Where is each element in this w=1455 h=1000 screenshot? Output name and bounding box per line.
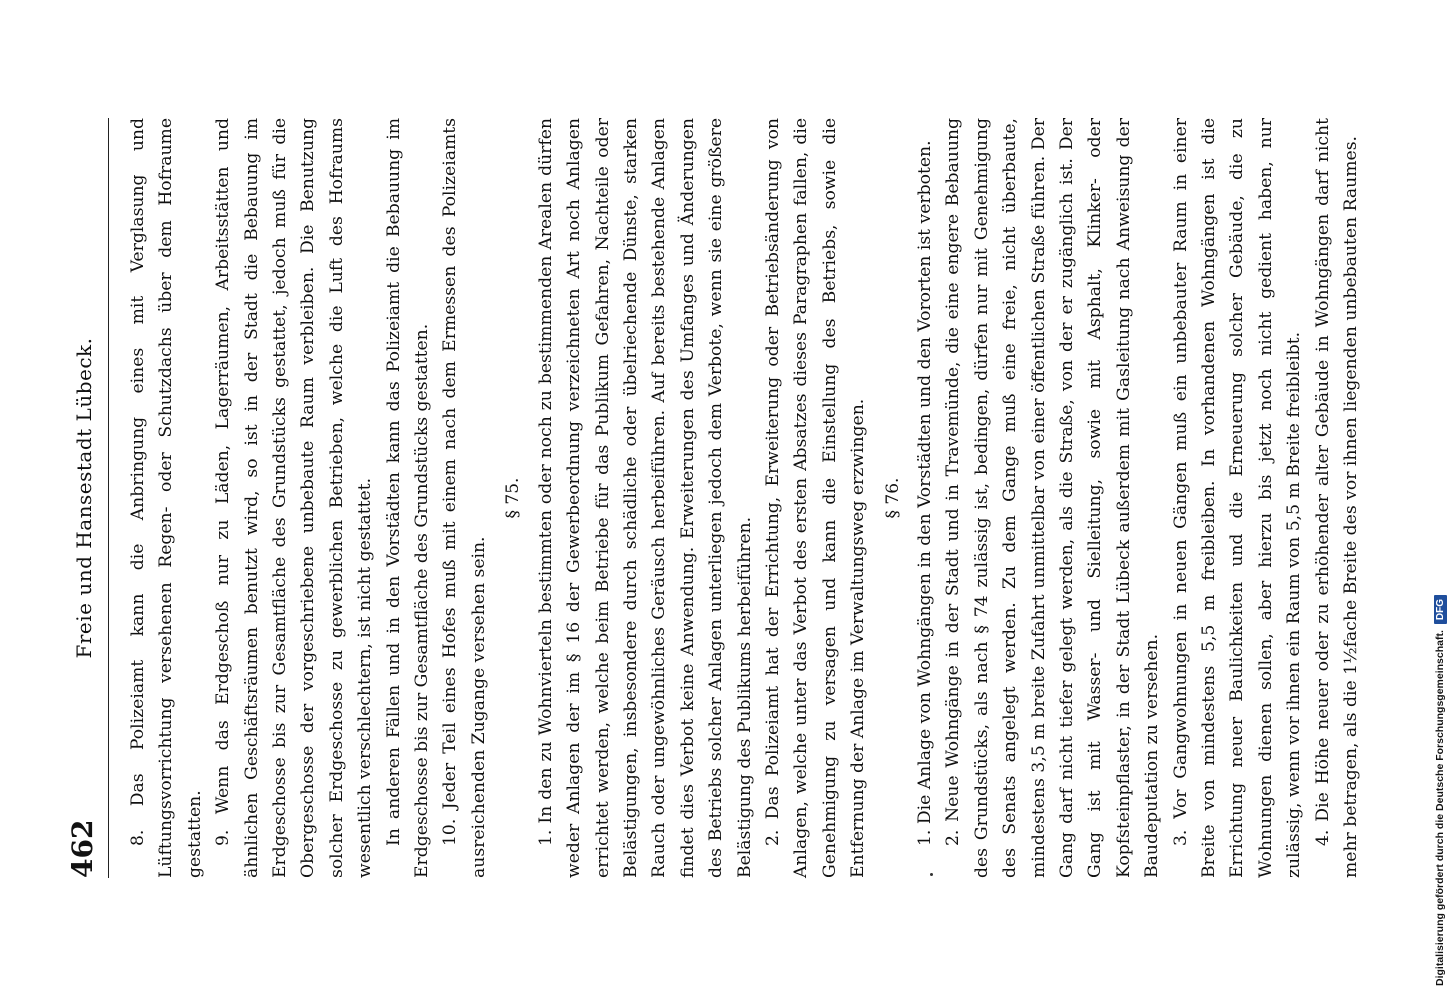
section-76-paragraph-4: 4. Die Höhe neuer oder zu erhöhender alter Gebäude in Wohngängen darf nicht mehr betragen, als die 1½fache Breite des vor ihnen liegenden unbebauten Raumes. <box>1312 118 1362 878</box>
scan-speck <box>930 873 933 876</box>
paragraph-9: 9. Wenn das Erdgeschoß nur zu Läden, Lagerräumen, Arbeitsstätten und ähnlichen Geschäftsräumen benutzt wird, so ist in der Stadt die Bebauung im Erdgeschosse bis zur Gesamtfläche des Grundstücks gestattet, jedoch muß für die Obergeschosse der vorgeschriebene unbebaute Raum verbleiben. Die Benutzung solcher Erdgeschosse zu gewerblichen Betrieben, welche die Luft des Hofraums wesentlich verschlechtern, ist nicht gestattet. <box>213 118 376 878</box>
section-75-paragraph-2: 2. Das Polizeiamt hat der Errichtung, Erweiterung oder Betriebsänderung von Anlagen, welche unter das Verbot des ersten Absatzes dieses Paragraphen fallen, die Genehmigung zu versagen und kann die Einstellung des Betriebs, sowie die Entfernung der Anlage im Verwaltungsweg erzwingen. <box>762 118 869 878</box>
paragraph-8: 8. Das Polizeiamt kann die Anbringung eines mit Verglasung und Lüftungsvorrichtung versehenen Regen- oder Schutzdachs über dem Hofraume gestatten. <box>128 118 205 878</box>
section-76-paragraph-3: 3. Vor Gangwohnungen in neuen Gängen muß ein unbebauter Raum in einer Breite von mindestens 5,5 m freibleiben. In vorhandenen Wohngängen ist die Errichtung neuer Baulichkeiten und die Erneuerung solcher Gebäude, die zu Wohnungen dienen sollen, aber hierzu bis jetzt noch nicht gedient haben, nur zulässig, wenn vor ihnen ein Raum von 5,5 m Breite freibleibt. <box>1170 118 1305 878</box>
paragraph-other-cases: In anderen Fällen und in den Vorstädten kann das Polizeiamt die Bebauung im Erdgeschosse bis zur Gesamtfläche des Grundstücks gestatten. <box>383 118 433 878</box>
section-heading-75: § 75. <box>503 477 524 519</box>
section-75-paragraph-1: 1. In den zu Wohnvierteln bestimmten oder noch zu bestimmenden Arealen dürfen weder Anlagen der im § 16 der Gewerbeordnung verzeichneten Art noch Anlagen errichtet werden, welche beim Betriebe für das Publikum Gefahren, Nachteile oder Belästigungen, insbesondere durch schädliche oder übelriechende Dünste, starken Rauch oder ungewöhnliches Geräusch herbeiführen. Auf bereits bestehende Anlagen findet dies Verbot keine Anwendung. Erweiterungen des Umfanges und Änderungen des Betriebs solcher Anlagen unterliegen jedoch dem Verbote, wenn sie eine größere Belästigung des Publikums herbeiführen. <box>535 118 755 878</box>
credit-text: Digitalisierung gefördert durch die Deutsche Forschungsgemeinschaft. <box>1434 630 1446 986</box>
section-heading-76: § 76. <box>882 477 903 519</box>
running-head <box>60 118 109 878</box>
digitization-credit <box>1424 0 1454 1000</box>
dfg-logo: DFG <box>1434 595 1447 624</box>
paragraph-10: 10. Jeder Teil eines Hofes muß mit einem nach dem Ermessen des Polizeiamts ausreichenden Zugange versehen sein. <box>440 118 489 878</box>
section-76-paragraph-1: 1. Die Anlage von Wohngängen in den Vorstädten und den Vororten ist verboten. <box>914 140 935 846</box>
page-number: 462 <box>66 819 99 878</box>
body-text <box>124 118 1365 878</box>
running-title: Freie und Hansestadt Lübeck. <box>72 337 96 659</box>
printed-page <box>60 118 1362 878</box>
section-76-paragraph-2: 2. Neue Wohngänge in der Stadt und in Travemünde, die eine engere Bebauung des Grundstücks, als nach § 74 zulässig ist, bedingen, dürfen nur mit Genehmigung des Senats angelegt werden. Zu dem Gange muß eine freie, nicht überbaute, mindestens 3,5 m breite Zufahrt unmittelbar von einer öffentlichen Straße führen. Der Gang darf nicht tiefer gelegt werden, als die Straße, von der er zugänglich ist. Der Gang ist mit Wasser- und Sielleitung, sowie mit Asphalt, Klinker- oder Kopfsteinpflaster, in der Stadt Lübeck außerdem mit Gasleitung nach Anweisung der Baudeputation zu versehen. <box>943 118 1163 878</box>
